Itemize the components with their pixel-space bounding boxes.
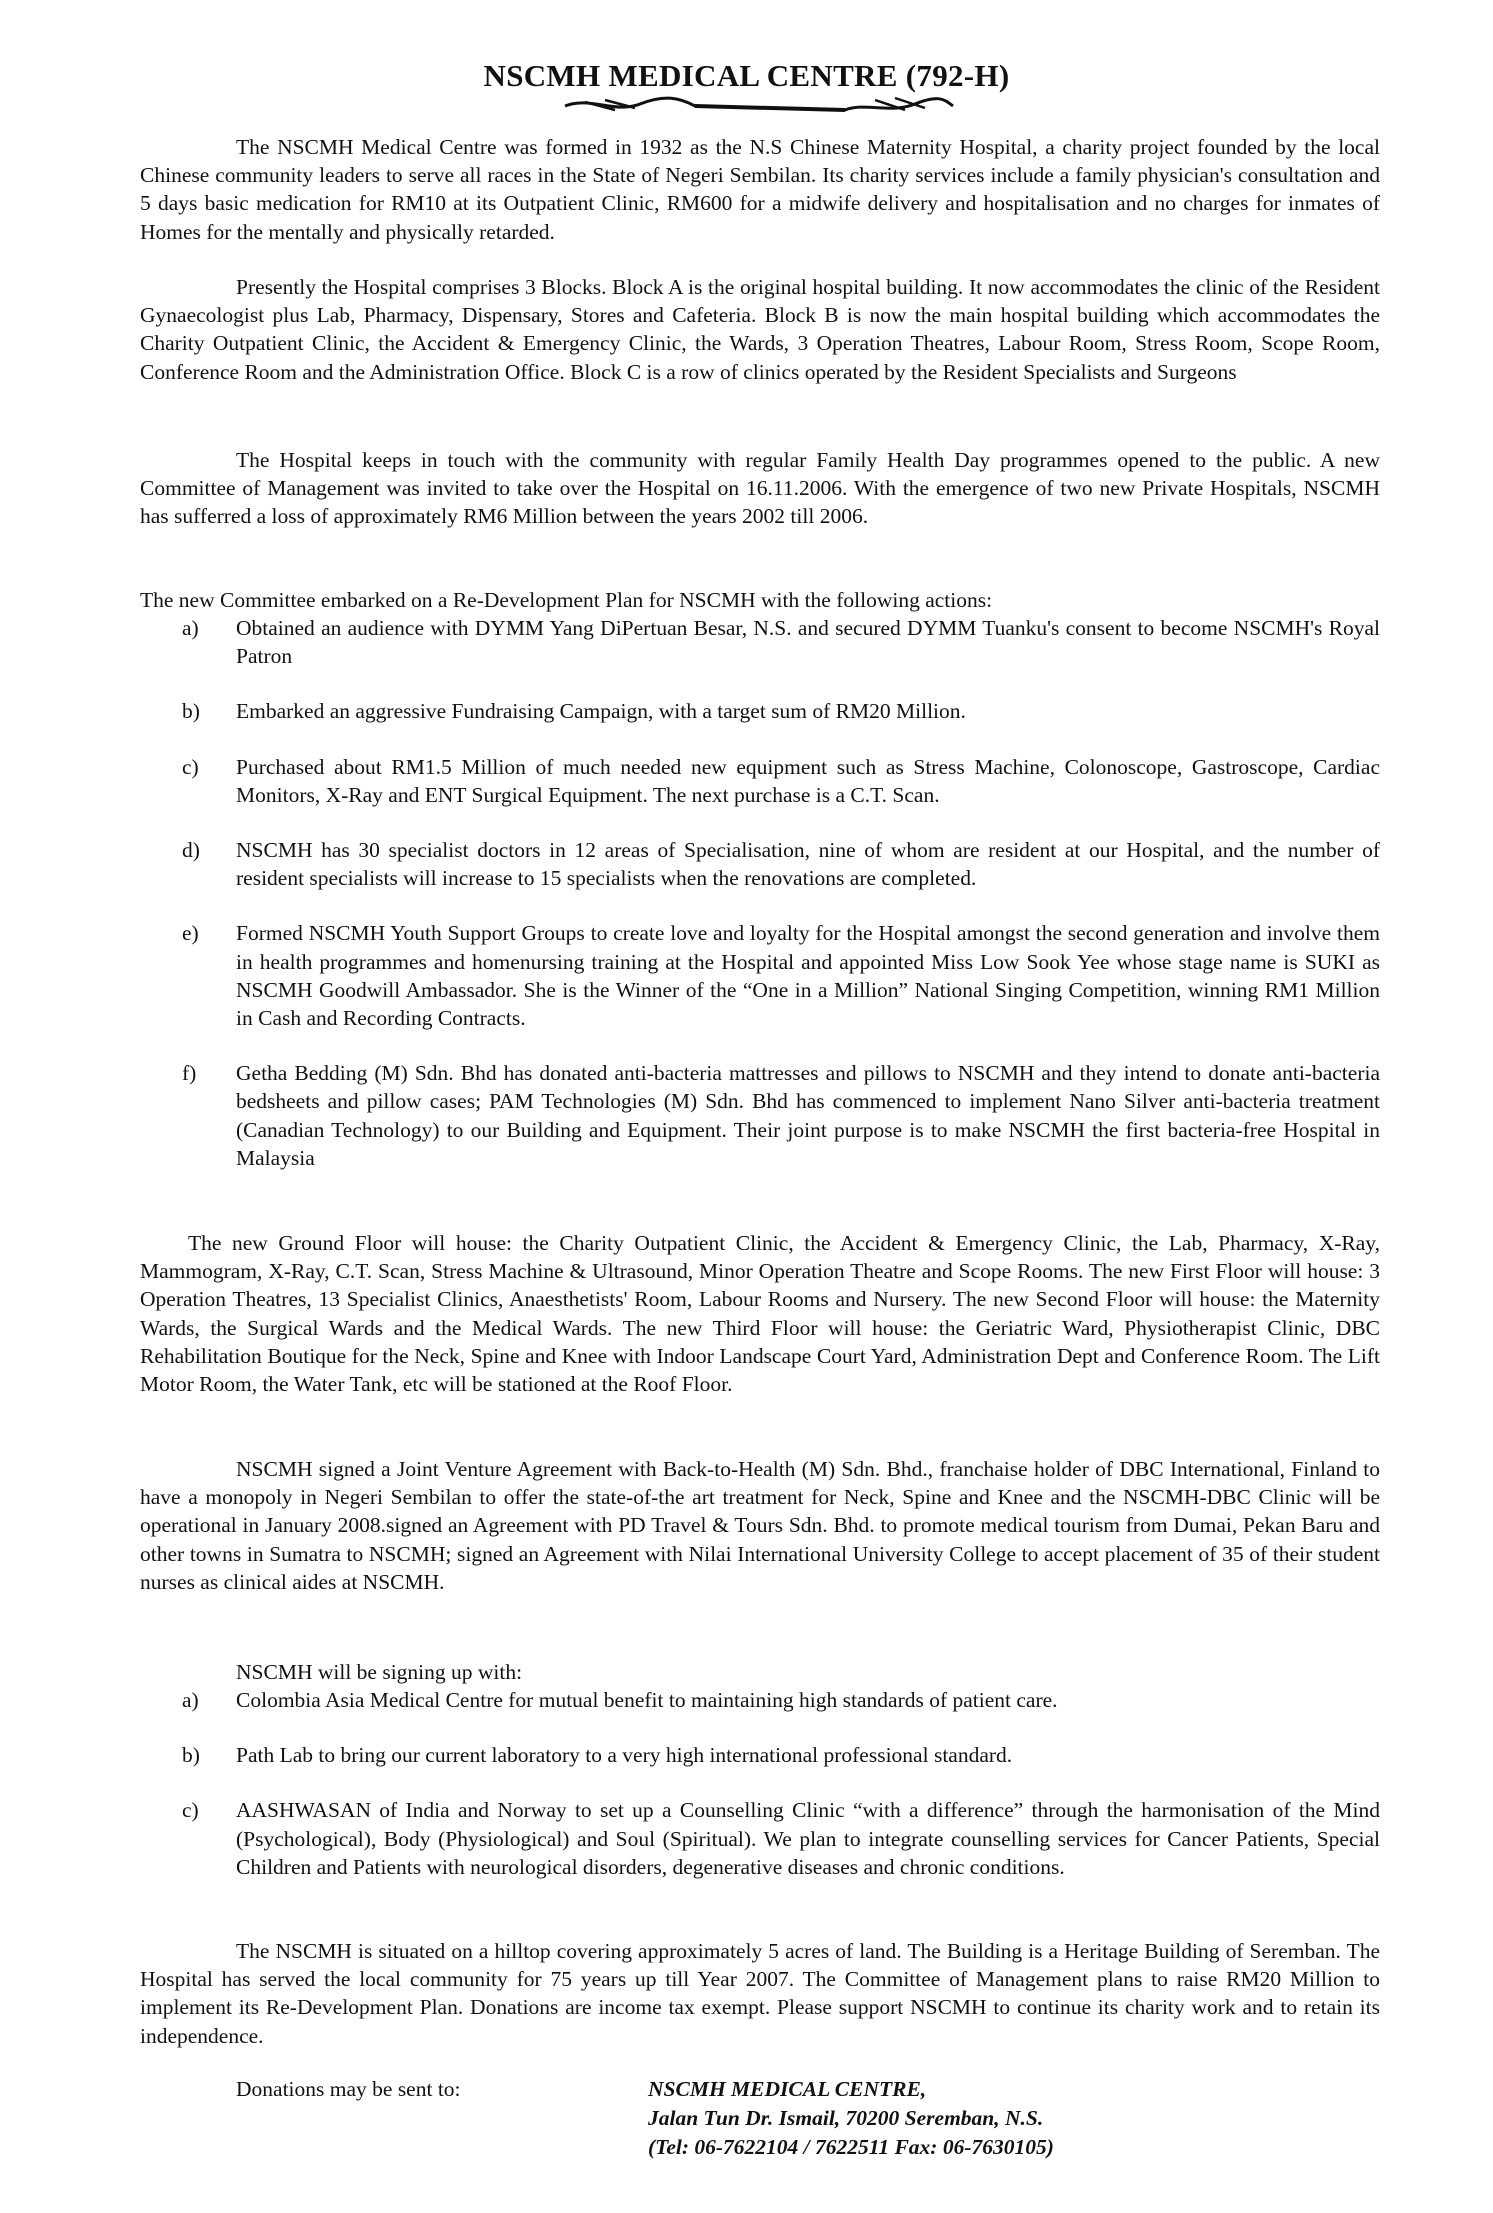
- list-marker: a): [182, 616, 199, 640]
- list-item-text: Getha Bedding (M) Sdn. Bhd has donated anti-bacteria mattresses and pillows to NSCMH and they intend to donate anti-bacteria bedsheets and pillow cases; PAM Technologies (M) Sdn. Bhd has commenced to implement Nano Silver anti-bacteria treatment (Canadian Technology) to our Building and Equipment. Their joint purpose is to make NSCMH the first bacteria-free Hospital in Malaysia: [236, 1061, 1380, 1170]
- paragraph-blocks: Presently the Hospital comprises 3 Blocks. Block A is the original hospital building. It now accommodates the clinic of the Resident Gynaecologist plus Lab, Pharmacy, Dispensary, Stores and Cafeteria. Block B is now the main hospital building which accommodates the Charity Outpatient Clinic, the Accident & Emergency Clinic, the Wards, 3 Operation Theatres, Labour Room, Stress Room, Scope Room, Conference Room and the Administration Office. Block C is a row of clinics operated by the Resident Specialists and Surgeons: [140, 275, 1380, 384]
- list-item-text: Path Lab to bring our current laboratory to a very high international professional standard.: [236, 1743, 1013, 1768]
- list-marker: b): [182, 1743, 200, 1768]
- signups-list: [140, 1686, 1380, 1881]
- decorative-flourish: [545, 92, 965, 118]
- paragraph-community: The Hospital keeps in touch with the community with regular Family Health Day programmes opened to the public. A new Committee of Management was invited to take over the Hospital on 16.11.2006. With the emergence of two new Private Hospitals, NSCMH has sufferred a loss of approximately RM6 Million between the years 2002 till 2006.: [140, 448, 1380, 529]
- paragraph-floors: The new Ground Floor will house: the Charity Outpatient Clinic, the Accident & Emergency Clinic, the Lab, Pharmacy, X-Ray, Mammogram, X-Ray, C.T. Scan, Stress Machine & Ultrasound, Minor Operation Theatre and Scope Rooms. The new First Floor will house: 3 Operation Theatres, 13 Specialist Clinics, Anaesthetists' Room, Labour Rooms and Nursery. The new Second Floor will house: the Maternity Wards, the Surgical Wards and the Medical Wards. The new Third Floor will house: the Geriatric Ward, Physiotherapist Clinic, DBC Rehabilitation Boutique for the Neck, Spine and Knee with Indoor Landscape Court Yard, Administration Dept and Conference Room. The Lift Motor Room, the Water Tank, etc will be stationed at the Roof Floor.: [140, 1231, 1380, 1397]
- donation-label: Donations may be sent to:: [236, 2077, 461, 2101]
- paragraph-actions-intro: The new Committee embarked on a Re-Development Plan for NSCMH with the following actions:: [140, 588, 993, 612]
- list-marker: b): [182, 699, 200, 724]
- list-item-text: Obtained an audience with DYMM Yang DiPertuan Besar, N.S. and secured DYMM Tuanku's consent to become NSCMH's Royal Patron: [236, 616, 1380, 669]
- donation-contact: (Tel: 06-7622104 / 7622511 Fax: 06-7630105): [648, 2135, 1054, 2159]
- list-item: [140, 1686, 1380, 1714]
- list-item-text: Purchased about RM1.5 Million of much needed new equipment such as Stress Machine, Colonoscope, Gastroscope, Cardiac Monitors, X-Ray and ENT Surgical Equipment. The next purchase is a C.T. Scan.: [236, 754, 1380, 807]
- list-item: [140, 1741, 1380, 1769]
- paragraph-closing: The NSCMH is situated on a hilltop covering approximately 5 acres of land. The Building is a Heritage Building of Seremban. The Hospital has served the local community for 75 years up till Year 2007. The Committee of Management plans to raise RM20 Million to implement its Re-Development Plan. Donations are income tax exempt. Please support NSCMH to continue its charity work and to retain its independence.: [140, 1939, 1380, 2048]
- list-item-text: Embarked an aggressive Fundraising Campaign, with a target sum of RM20 Million.: [236, 699, 966, 724]
- paragraph-signup-intro: NSCMH will be signing up with:: [236, 1660, 523, 1684]
- page-title: NSCMH MEDICAL CENTRE (792-H): [483, 58, 1010, 93]
- list-item: [140, 697, 1380, 725]
- paragraph-agreements: NSCMH signed a Joint Venture Agreement with Back-to-Health (M) Sdn. Bhd., franchaise holder of DBC International, Finland to have a monopoly in Negeri Sembilan to offer the state-of-the art treatment for Neck, Spine and Knee and the NSCMH-DBC Clinic will be operational in January 2008.signed an Agreement with PD Travel & Tours Sdn. Bhd. to promote medical tourism from Dumai, Pekan Baru and other towns in Sumatra to NSCMH; signed an Agreement with Nilai International University College to accept placement of 35 of their student nurses as clinical aides at NSCMH.: [140, 1457, 1380, 1594]
- list-marker: c): [182, 1798, 199, 1823]
- list-item: [140, 614, 1380, 670]
- list-marker: e): [182, 921, 199, 946]
- donation-address: [648, 2075, 1348, 2162]
- list-marker: c): [182, 754, 199, 779]
- list-item: [140, 753, 1380, 809]
- paragraph-history: The NSCMH Medical Centre was formed in 1932 as the N.S Chinese Maternity Hospital, a charity project founded by the local Chinese community leaders to serve all races in the State of Negeri Sembilan. Its charity services include a family physician's consultation and 5 days basic medication for RM10 at its Outpatient Clinic, RM600 for a midwife delivery and hospitalisation and no charges for inmates of Homes for the mentally and physically retarded.: [140, 135, 1380, 244]
- list-marker: d): [182, 838, 200, 863]
- list-item: [140, 1059, 1380, 1172]
- list-item: [140, 836, 1380, 892]
- list-marker: a): [182, 1688, 199, 1712]
- list-item-text: Formed NSCMH Youth Support Groups to create love and loyalty for the Hospital amongst the second generation and involve them in health programmes and homenursing training at the Hospital and appointed Miss Low Sook Yee whose stage name is SUKI as NSCMH Goodwill Ambassador. She is the Winner of the “One in a Million” National Singing Competition, winning RM1 Million in Cash and Recording Contracts.: [236, 921, 1380, 1031]
- actions-list: [140, 614, 1380, 1172]
- donation-name: NSCMH MEDICAL CENTRE,: [648, 2077, 927, 2101]
- list-item: [140, 1796, 1380, 1881]
- list-item-text: NSCMH has 30 specialist doctors in 12 areas of Specialisation, nine of whom are resident at our Hospital, and the number of resident specialists will increase to 15 specialists when the renovations are completed.: [236, 838, 1380, 891]
- donation-street: Jalan Tun Dr. Ismail, 70200 Seremban, N.S.: [648, 2106, 1044, 2130]
- list-item-text: Colombia Asia Medical Centre for mutual benefit to maintaining high standards of patient care.: [236, 1688, 1058, 1712]
- list-item: [140, 919, 1380, 1032]
- list-marker: f): [182, 1061, 197, 1086]
- list-item-text: AASHWASAN of India and Norway to set up a Counselling Clinic “with a difference” through the harmonisation of the Mind (Psychological), Body (Physiological) and Soul (Spiritual). We plan to integrate counselling services for Cancer Patients, Special Children and Patients with neurological disorders, degenerative diseases and chronic conditions.: [236, 1798, 1380, 1879]
